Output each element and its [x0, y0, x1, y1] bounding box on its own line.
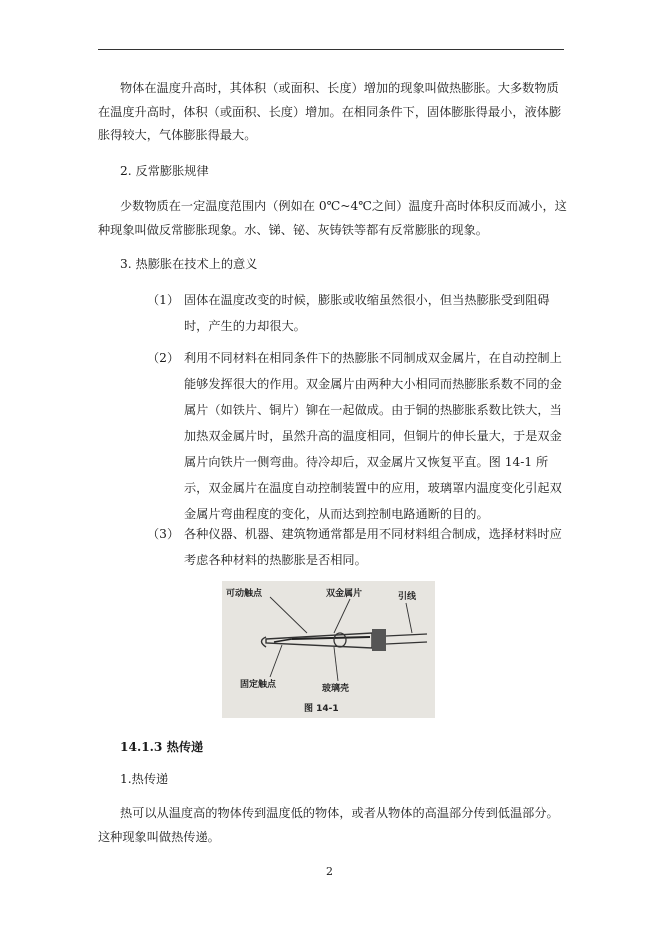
bimetal-diagram: [222, 581, 435, 718]
paragraph-heat-transfer: 热可以从温度高的物体传到温度低的物体，或者从物体的高温部分传到低温部分。这种现象叫做热传递。: [98, 806, 559, 844]
figure-caption: 图 14-1: [304, 704, 339, 714]
list-item-text: 利用不同材料在相同条件下的热膨胀不同制成双金属片，在自动控制上能够发挥很大的作用。双金属片由两种大小相同而热膨胀系数不同的金属片（如铁片、铜片）铆在一起做成。由于铜的热膨胀系数比铁大，当加热双金属片时，虽然升高的温度相同，但铜片的伸长量大，于是双金属片向铁片一侧弯曲。待冷却后，双金属片又恢复平直。图 14-1 所示，双金属片在温度自动控制装置中的应用，玻璃罩内温度变化引起双金属片弯曲程度的变化，从而达到控制电路通断的目的。: [184, 351, 562, 521]
end-cap: [372, 629, 386, 651]
page-number: 2: [326, 865, 333, 878]
figure-bimetal-strip: [222, 581, 435, 718]
heading-anomalous-expansion: 2. 反常膨胀规律: [120, 164, 209, 178]
label-movable-contact: 可动触点: [226, 589, 263, 599]
list-item-text: 各种仪器、机器、建筑物通常都是用不同材料组合制成，选择材料时应考虑各种材料的热膨胀是否相同。: [184, 527, 562, 567]
subheading-heat-transfer: 1.热传递: [120, 772, 169, 786]
list-item-number: （3）: [147, 527, 180, 541]
label-lead-wire: 引线: [398, 592, 417, 602]
list-item-text: 固体在温度改变的时候，膨胀或收缩虽然很小，但当热膨胀受到阻碍时，产生的力却很大。: [184, 293, 550, 333]
label-glass-shell: 玻璃壳: [322, 684, 350, 694]
list-item-number: （2）: [147, 351, 180, 365]
header-rule: [98, 49, 564, 50]
section-title-heat-transfer: 14.1.3 热传递: [120, 740, 204, 754]
list-item-number: （1）: [147, 293, 180, 307]
paragraph-anomalous-expansion: 少数物质在一定温度范围内（例如在 0℃~4℃之间）温度升高时体积反而减小，这种现象叫做反常膨胀现象。水、锑、铋、灰铸铁等都有反常膨胀的现象。: [98, 199, 567, 237]
heading-technical-significance: 3. 热膨胀在技术上的意义: [120, 257, 258, 271]
label-fixed-contact: 固定触点: [240, 680, 277, 690]
label-bimetal: 双金属片: [326, 589, 363, 599]
paragraph-thermal-expansion: 物体在温度升高时，其体积（或面积、长度）增加的现象叫做热膨胀。大多数物质在温度升高时，体积（或面积、长度）增加。在相同条件下，固体膨胀得最小，液体膨胀得较大，气体膨胀得最大。: [98, 81, 562, 142]
